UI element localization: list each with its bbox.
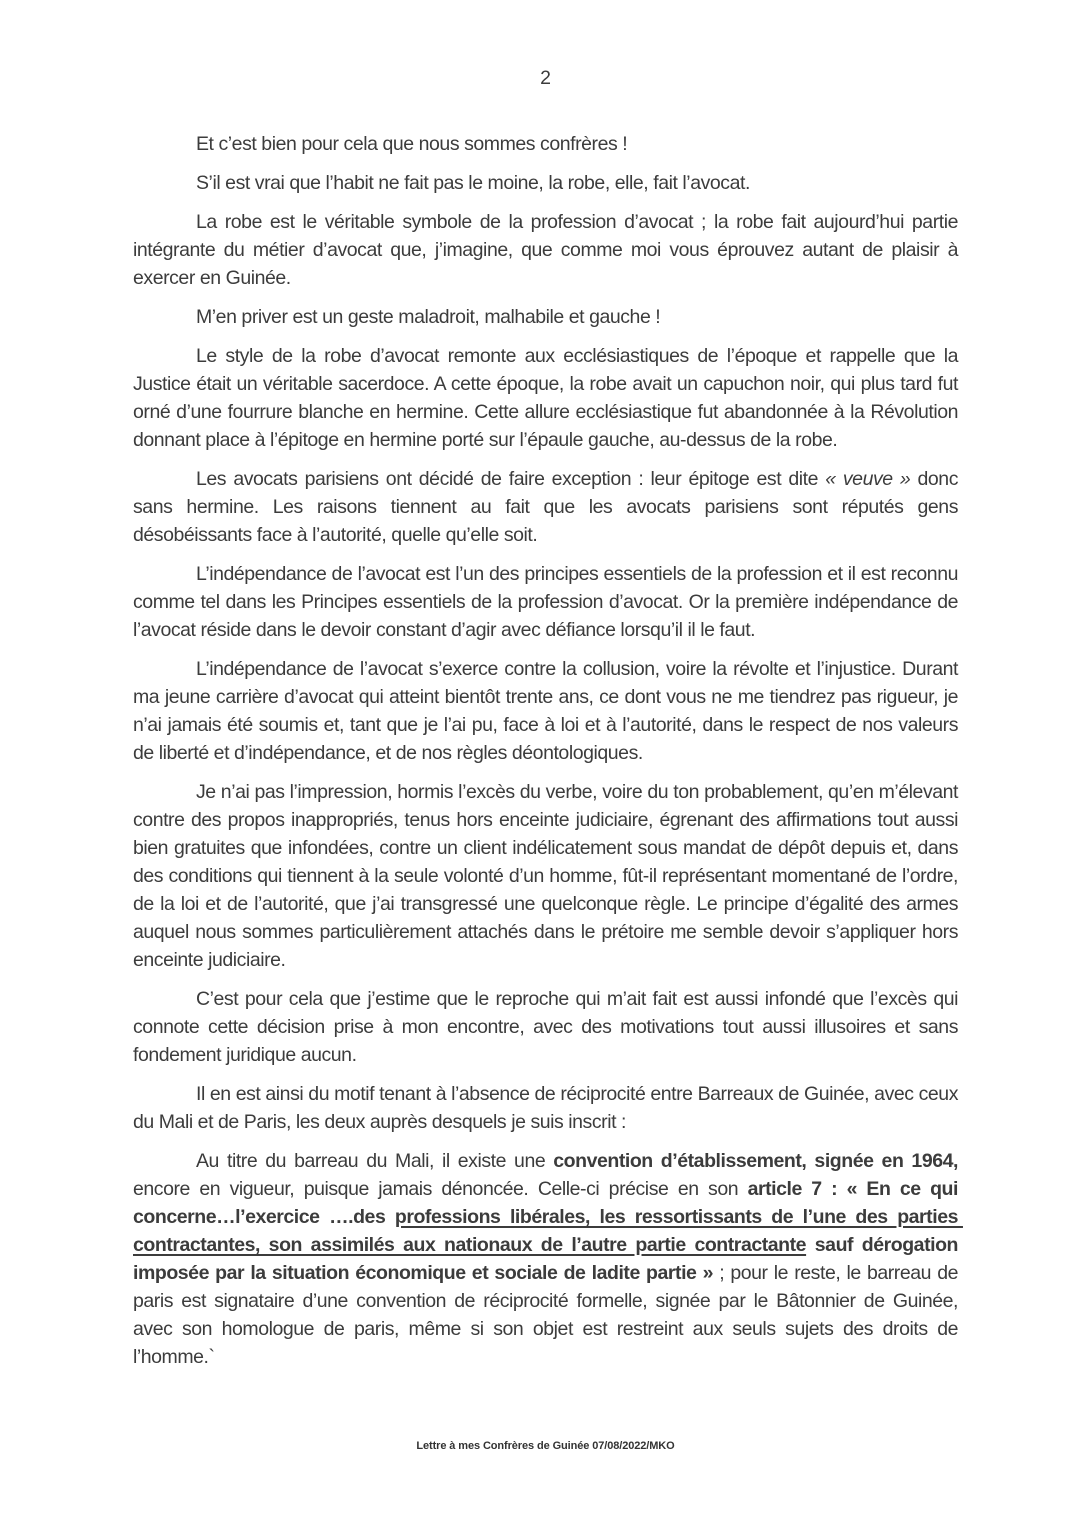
- text-run: donc sans hermine. Les raisons tiennent au fait que les avocats parisiens sont réputés gens désobéissants face à l’autorité, quelle qu’elle soit.: [133, 468, 963, 546]
- text-run: Les avocats parisiens ont décidé de faire exception : leur épitoge est dite: [196, 468, 826, 490]
- paragraph: [133, 1147, 963, 1371]
- text-run: Et c’est bien pour cela que nous sommes confrères !: [196, 133, 628, 155]
- paragraph: [133, 560, 963, 644]
- paragraph: [133, 465, 963, 549]
- text-run: Au titre du barreau du Mali, il existe une: [196, 1150, 554, 1172]
- text-run: M’en priver est un geste maladroit, malhabile et gauche !: [196, 306, 661, 328]
- text-run: L’indépendance de l’avocat s’exerce contre la collusion, voire la révolte et l’injustice. Durant ma jeune carrière d’avocat qui atteint bientôt trente ans, ce dont vous ne me tiendrez pas rigueur, je n’ai jamais été soumis et, tant que je l’ai pu, face à loi et à l’autorité, dans le respect de nos valeurs de liberté et d’indépendance, et de nos règles déontologiques.: [133, 658, 963, 764]
- paragraph: [133, 778, 963, 974]
- paragraph: [133, 208, 963, 292]
- page-footer: Lettre à mes Confrères de Guinée 07/08/2022/MKO: [416, 1440, 675, 1452]
- paragraph: [133, 655, 963, 767]
- text-run: article 7 : « En ce qui concerne…l’exercice ….des: [133, 1178, 963, 1228]
- text-run: C’est pour cela que j’estime que le reproche qui m’ait fait est aussi infondé que l’excès qui connote cette décision prise à mon encontre, avec des motivations tout aussi illusoires et sans fondement juridique aucun.: [133, 988, 963, 1066]
- text-run: La robe est le véritable symbole de la profession d’avocat ; la robe fait aujourd’hui partie intégrante du métier d’avocat que, j’imagine, que comme moi vous éprouvez autant de plaisir à exercer en Guinée.: [133, 211, 963, 289]
- paragraph: [133, 1080, 963, 1136]
- text-run: L’indépendance de l’avocat est l’un des principes essentiels de la profession et il est reconnu comme tel dans les Principes essentiels de la profession d’avocat. Or la première indépendance de l’avocat réside dans le devoir constant d’agir avec défiance lorsqu’il il le faut.: [133, 563, 963, 641]
- text-run: Il en est ainsi du motif tenant à l’absence de réciprocité entre Barreaux de Guinée, avec ceux du Mali et de Paris, les deux auprès desquels je suis inscrit :: [133, 1083, 963, 1133]
- text-run: « veuve »: [825, 468, 911, 490]
- paragraph: [133, 985, 963, 1069]
- text-run: ; pour le reste, le barreau de paris est signataire d’une convention de réciprocité formelle, signée par le Bâtonnier de Guinée, avec son homologue de paris, même si son objet est restreint aux seuls sujets des droits de l’homme.`: [133, 1262, 963, 1368]
- text-run: encore en vigueur, puisque jamais dénoncée. Celle-ci précise en son: [133, 1150, 963, 1200]
- page-number: 2: [540, 67, 551, 89]
- paragraph: [133, 342, 963, 454]
- text-run: Je n’ai pas l’impression, hormis l’excès du verbe, voire du ton probablement, qu’en m’élevant contre des propos inappropriés, tenus hors enceinte judiciaire, égrenant des affirmations tout aussi bien gratuites que infondées, contre un client indélicatement sous mandat de dépôt depuis et, dans des conditions qui tiennent à la seule volonté d’un homme, fût-il représentant momentané de l’ordre, de la loi et de l’autorité, que j’ai transgressé une quelconque règle. Le principe d’égalité des armes auquel nous sommes particulièrement attachés dans le prétoire me semble devoir s’appliquer hors enceinte judiciaire.: [133, 781, 963, 971]
- paragraph: [133, 130, 958, 158]
- text-run: Le style de la robe d’avocat remonte aux ecclésiastiques de l’époque et rappelle que la Justice était un véritable sacerdoce. A cette époque, la robe avait un capuchon noir, qui plus tard fut orné d’une fourrure blanche en hermine. Cette allure ecclésiastique fut abandonnée à la Révolution donnant place à l’épitoge en hermine porté sur l’épaule gauche, au-dessus de la robe.: [133, 345, 963, 451]
- text-run: convention d’établissement, signée en 1964,: [553, 1150, 958, 1172]
- paragraph: [133, 303, 958, 331]
- text-run: professions libérales, les ressortissants de l’une des parties contractantes, son assimilés aux nationaux de l’autre partie contractante: [133, 1206, 963, 1256]
- paragraph: [133, 169, 958, 197]
- letter-body: [133, 130, 963, 1382]
- text-run: sauf dérogation imposée par la situation économique et sociale de ladite partie »: [133, 1234, 963, 1284]
- text-run: S’il est vrai que l’habit ne fait pas le moine, la robe, elle, fait l’avocat.: [196, 172, 750, 194]
